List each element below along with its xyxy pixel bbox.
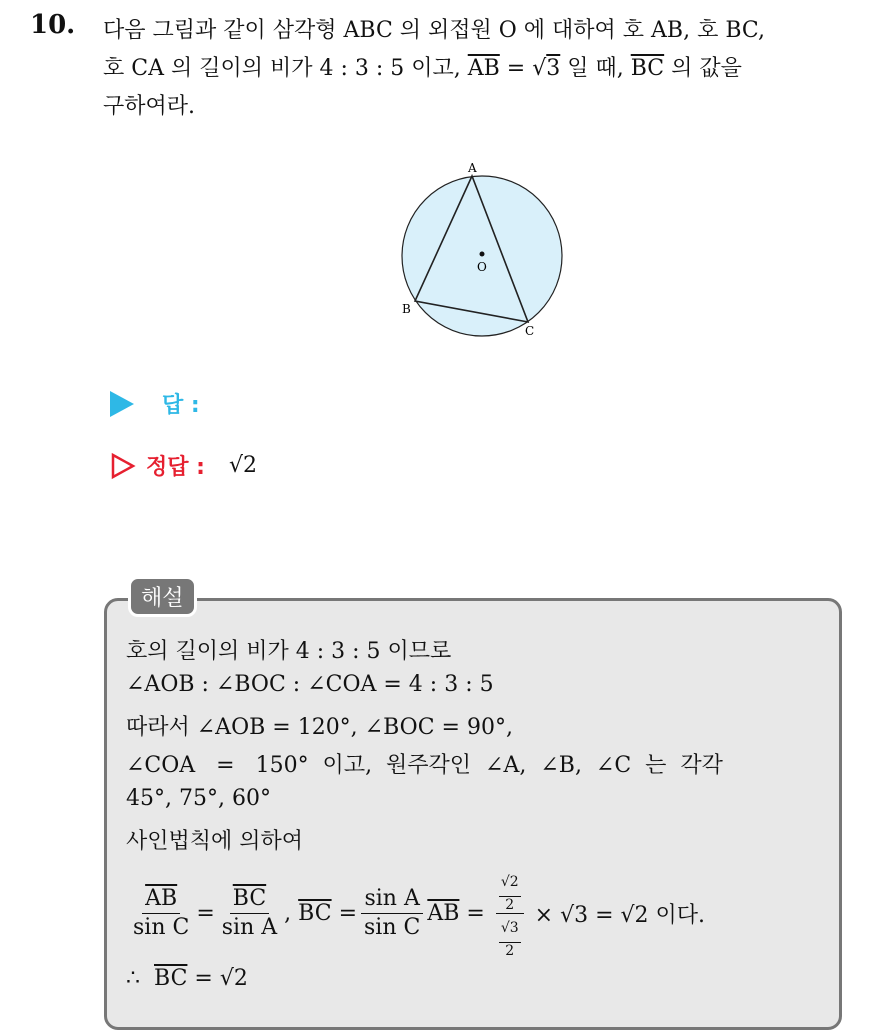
solution-line-6: 사인법칙에 의하여	[126, 829, 304, 854]
label-b: B	[402, 302, 411, 316]
segment-bc: $\overline{BC}$	[630, 56, 665, 81]
solution-line-2: ∠AOB : ∠BOC : ∠COA = 4 : 3 : 5	[126, 672, 494, 697]
play-outline-icon	[110, 452, 136, 480]
circle-figure	[395, 158, 575, 343]
question-line-1: 다음 그림과 같이 삼각형 ABC 의 외접원 O 에 대하여 호 AB, 호 BC,	[103, 18, 765, 43]
solution-line-4: ∠COA = 150° 이고, 원주각인 ∠A, ∠B, ∠C 는 각각	[126, 753, 723, 778]
question-line-2: 호 CA 의 길이의 비가 4 : 3 : 5 이고, $\overline{AB} = √3$ 일 때, $\overline{BC}$ 의 값을	[103, 56, 742, 81]
sine-law-equation: $\frac{\overline{AB}}{\text{sin C}}$ = $\frac{\overline{BC}}{\text{sin A}}$ , $\overline{BC}$ = $\frac{\text{sin A}}{\text{sin C}}$ $\overline{AB}$ = $\frac{\frac{√2}{2}}{\frac{√3}{2}}$ × √3 = √2 이다.	[126, 868, 705, 959]
solution-line-5: 45°, 75°, 60°	[126, 786, 271, 811]
fraction-bc-sina: $\frac{\overline{BC}}{\text{sin A}}$	[221, 886, 278, 940]
correct-answer-value: √2	[228, 453, 257, 478]
label-a: A	[468, 161, 477, 175]
fraction-sina-sinc: $\frac{\text{sin A}}{\text{sin C}}$	[361, 885, 423, 942]
solution-line-1: 호의 길이의 비가 4 : 3 : 5 이므로	[126, 639, 452, 664]
question-line-3: 구하여라.	[103, 94, 196, 119]
solution-conclusion: ∴ $\overline{BC} = √2$	[126, 966, 248, 991]
solution-line-3: 따라서 ∠AOB = 120°, ∠BOC = 90°,	[126, 715, 513, 740]
question-number: 10.	[30, 10, 76, 40]
correct-answer-label: 정답 :	[146, 455, 205, 480]
label-c: C	[525, 324, 535, 338]
answer-label: 답 :	[162, 393, 200, 418]
question-text	[103, 12, 863, 126]
fraction-ab-sinc: $\frac{\overline{AB}}{\text{sin C}}$	[133, 886, 190, 940]
segment-ab: $\overline{AB}$	[467, 56, 500, 81]
label-o: O	[477, 260, 487, 274]
compound-fraction: $\frac{\frac{√2}{2}}{\frac{√3}{2}}$	[496, 868, 524, 959]
center-dot	[480, 252, 485, 257]
answer-row	[110, 388, 200, 419]
play-icon	[110, 391, 134, 417]
sqrt-symbol: √	[532, 56, 547, 81]
correct-answer-row	[110, 450, 257, 481]
solution-tag: 해설	[128, 576, 197, 617]
